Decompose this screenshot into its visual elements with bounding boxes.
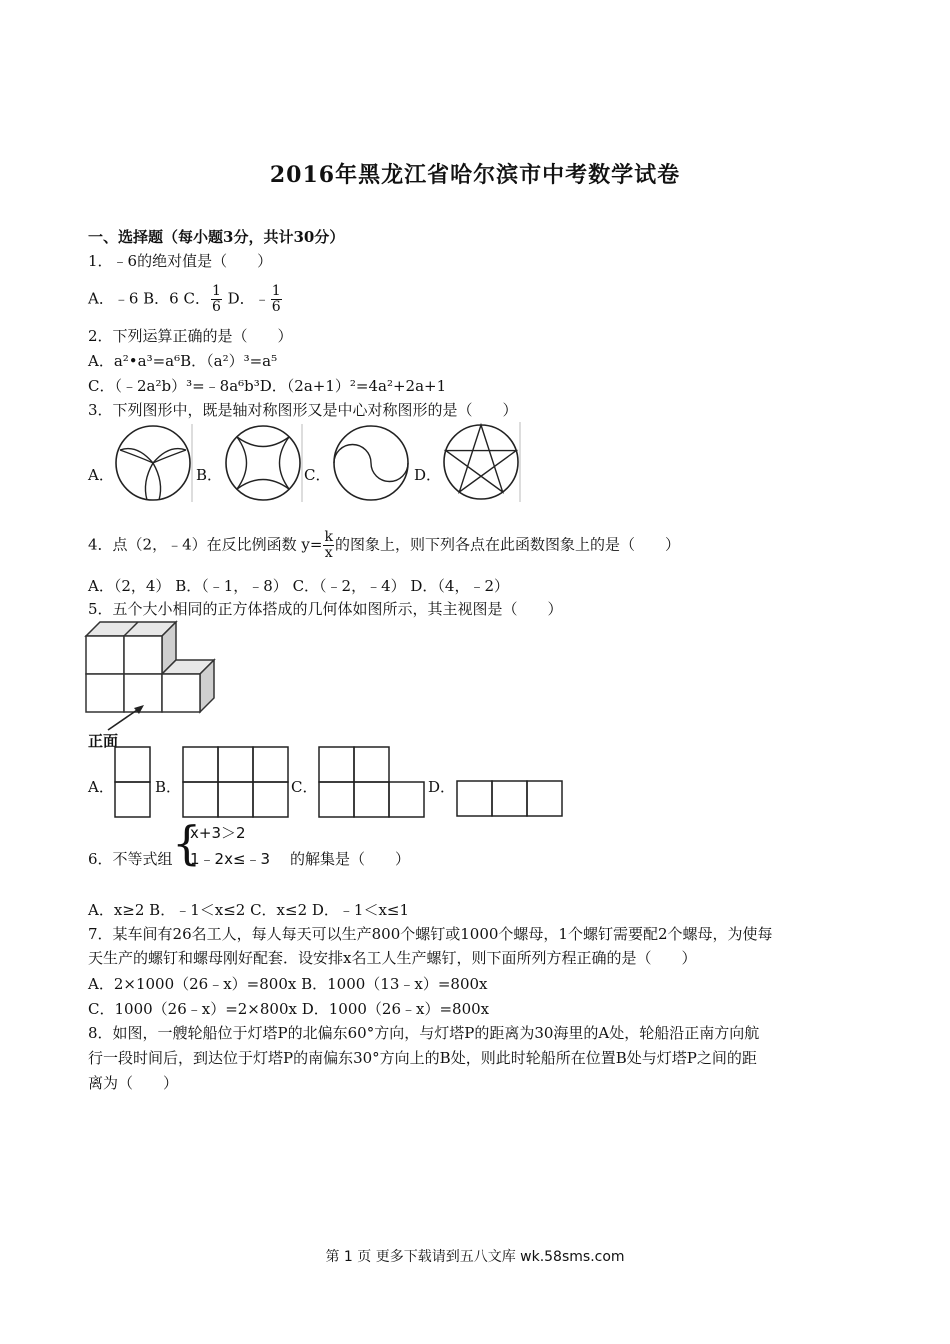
q3-figure-a-trefoil bbox=[112, 424, 194, 502]
q5-cube-figure bbox=[86, 622, 218, 744]
q4-stem-pre: 4．点（2，﹣4）在反比例函数 y= bbox=[88, 535, 323, 554]
q1-options bbox=[88, 284, 283, 315]
q3-label-c: C． bbox=[304, 466, 331, 484]
q8-line-1: 8．如图，一艘轮船位于灯塔P的北偏东60°方向，与灯塔P的距离为30海里的A处，轮船沿正南方向航 bbox=[88, 1024, 760, 1042]
q5-label-c: C． bbox=[291, 778, 318, 796]
q5-option-b-view bbox=[182, 746, 290, 818]
q5-label-a: A． bbox=[88, 778, 114, 796]
q6-brace: { bbox=[172, 816, 202, 870]
q3-label-b: B． bbox=[196, 466, 223, 484]
q8-line-3: 离为（ ） bbox=[88, 1074, 179, 1092]
q6-stem-post: 的解集是（ ） bbox=[290, 850, 411, 868]
q8-line-2: 行一段时间后，到达位于灯塔P的南偏东30°方向上的B处，则此时轮船所在位置B处与灯塔P之间的距 bbox=[88, 1049, 757, 1067]
section-heading: 一、选择题（每小题3分，共计30分） bbox=[88, 228, 345, 246]
q7-line-1: 7．某车间有26名工人，每人每天可以生产800个螺钉或1000个螺母，1个螺钉需要配2个螺母，为使每 bbox=[88, 925, 773, 943]
q1-fraction-d: $\frac{1}{6}$ bbox=[271, 283, 281, 315]
q3-figure-d-pentagram bbox=[440, 422, 522, 502]
q1-fraction-c: $\frac{1}{6}$ bbox=[211, 283, 221, 315]
q4-stem-post: 的图象上，则下列各点在此函数图象上的是（ ） bbox=[334, 535, 680, 554]
q7-line-2: 天生产的螺钉和螺母刚好配套．设安排x名工人生产螺钉，则下面所列方程正确的是（ ） bbox=[88, 949, 697, 967]
q1-opts-d: D．﹣ bbox=[222, 289, 270, 308]
q5-stem: 5．五个大小相同的正方体搭成的几何体如图所示，其主视图是（ ） bbox=[88, 600, 563, 618]
q4-stem bbox=[88, 530, 680, 561]
q6-stem-pre: 6．不等式组 bbox=[88, 850, 173, 868]
q5-option-a-view bbox=[114, 746, 152, 818]
q6-options: A．x≥2 B．﹣1＜x≤2 C．x≤2 D．﹣1＜x≤1 bbox=[88, 901, 410, 919]
q2-options-cd: C．（﹣2a²b）³=﹣8a⁶b³D．（2a+1）²=4a²+2a+1 bbox=[88, 377, 447, 395]
exam-title: 2016年黑龙江省哈尔滨市中考数学试卷 bbox=[269, 162, 681, 188]
q3-stem: 3．下列图形中，既是轴对称图形又是中心对称图形的是（ ） bbox=[88, 401, 518, 419]
q3-label-a: A． bbox=[88, 466, 114, 484]
q1-stem: 1．﹣6的绝对值是（ ） bbox=[88, 252, 273, 270]
q1-opts-abc: A．﹣6 B．6 C． bbox=[88, 289, 210, 308]
q5-option-c-view bbox=[318, 746, 426, 818]
q3-figure-b-arcs bbox=[222, 424, 304, 502]
q4-options: A．（2，4） B．（﹣1，﹣8） C．（﹣2，﹣4） D．（4，﹣2） bbox=[88, 577, 510, 595]
q6-inequality-2: 1﹣2x≤﹣3 bbox=[190, 850, 271, 868]
page-footer: 第 1 页 更多下载请到五八文库 wk.58sms.com bbox=[325, 1249, 625, 1265]
q5-label-d: D． bbox=[428, 778, 456, 796]
q6-inequality-1: x+3＞2 bbox=[190, 824, 246, 842]
q5-front-label: 正面 bbox=[88, 732, 119, 750]
q7-options-cd: C．1000（26﹣x）=2×800x D．1000（26﹣x）=800x bbox=[88, 1000, 490, 1018]
q3-figure-c-yinyang bbox=[330, 424, 412, 502]
q7-options-ab: A．2×1000（26﹣x）=800x B．1000（13﹣x）=800x bbox=[88, 975, 488, 993]
q5-label-b: B． bbox=[155, 778, 182, 796]
q3-label-d: D． bbox=[414, 466, 442, 484]
q5-option-d-view bbox=[456, 780, 564, 818]
q2-options-ab: A．a²•a³=a⁶B．（a²）³=a⁵ bbox=[88, 352, 278, 370]
q2-stem: 2．下列运算正确的是（ ） bbox=[88, 327, 293, 345]
q4-fraction: $\frac{k}{x}$ bbox=[324, 529, 333, 561]
